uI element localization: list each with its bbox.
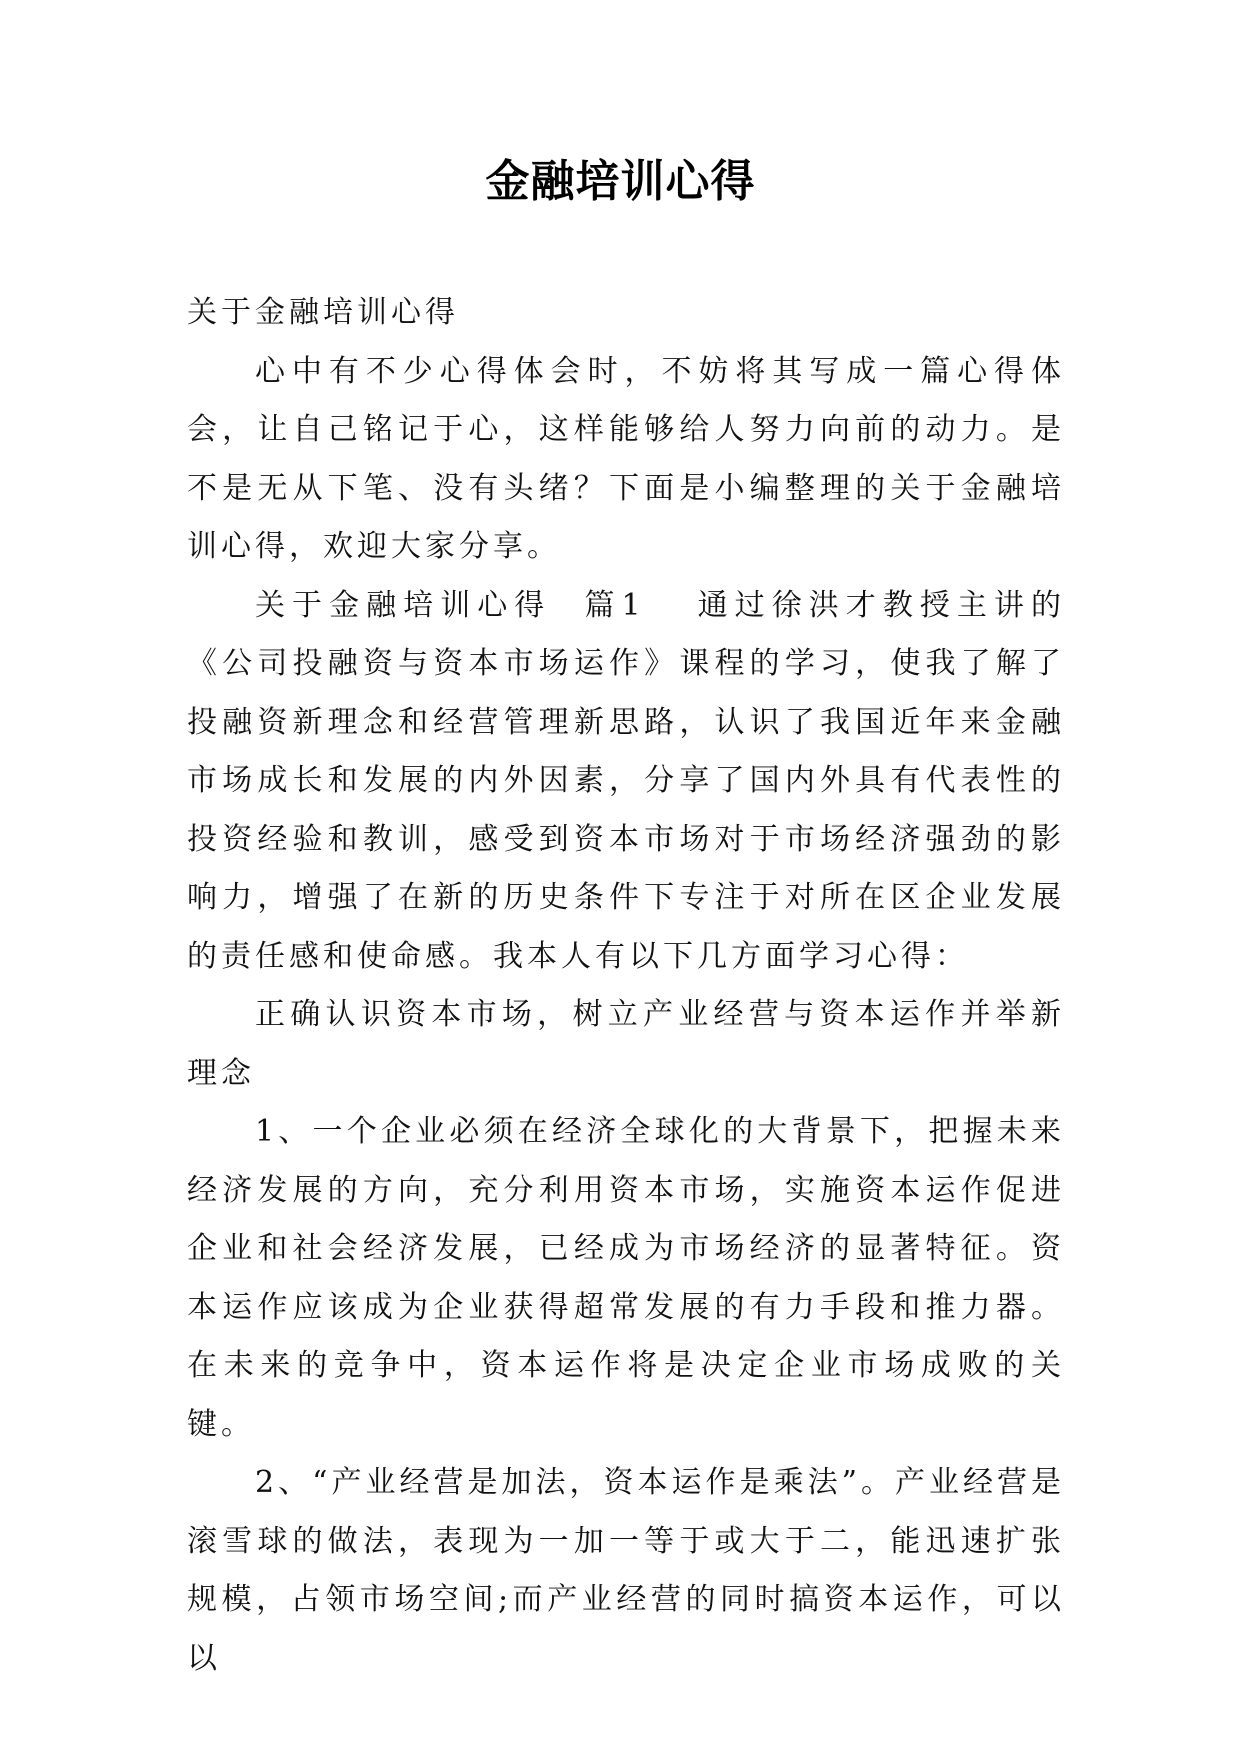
section-heading: 关于金融培训心得 篇1 (255, 587, 645, 623)
point-heading: 正确认识资本市场，树立产业经营与资本运作并举新理念 (187, 997, 1065, 1091)
intro-paragraph: 心中有不少心得体会时，不妨将其写成一篇心得体会，让自己铭记于心，这样能够给人努力向前的动力。是不是无从下笔、没有头绪？下面是小编整理的关于金融培训心得，欢迎大家分享。 (187, 353, 1065, 564)
point-2-paragraph: 2、“产业经营是加法，资本运作是乘法”。产业经营是滚雪球的做法，表现为一加一等于或大于二，能迅速扩张规模，占领市场空间;而产业经营的同时搞资本运作，可以以 (187, 1465, 1065, 1676)
document-subtitle: 关于金融培训心得 (187, 295, 459, 330)
point-1-paragraph: 1、一个企业必须在经济全球化的大背景下，把握未来经济发展的方向，充分利用资本市场，实施资本运作促进企业和社会经济发展，已经成为市场经济的显著特征。资本运作应该成为企业获得超常发展的有力手段和推力器。在未来的竞争中，资本运作将是决定企业市场成败的关键。 (187, 1114, 1065, 1442)
document-title: 金融培训心得 (485, 156, 756, 207)
section-paragraph (187, 577, 1065, 987)
document-body (187, 284, 1065, 1688)
section-body: 通过徐洪才教授主讲的《公司投融资与资本市场运作》课程的学习，使我了解了投融资新理念和经营管理新思路，认识了我国近年来金融市场成长和发展的内外因素，分享了国内外具有代表性的投资经验和教训，感受到资本市场对于市场经济强劲的影响力，增强了在新的历史条件下专注于对所在区企业发展的责任感和使命感。我本人有以下几方面学习心得： (187, 587, 1065, 974)
